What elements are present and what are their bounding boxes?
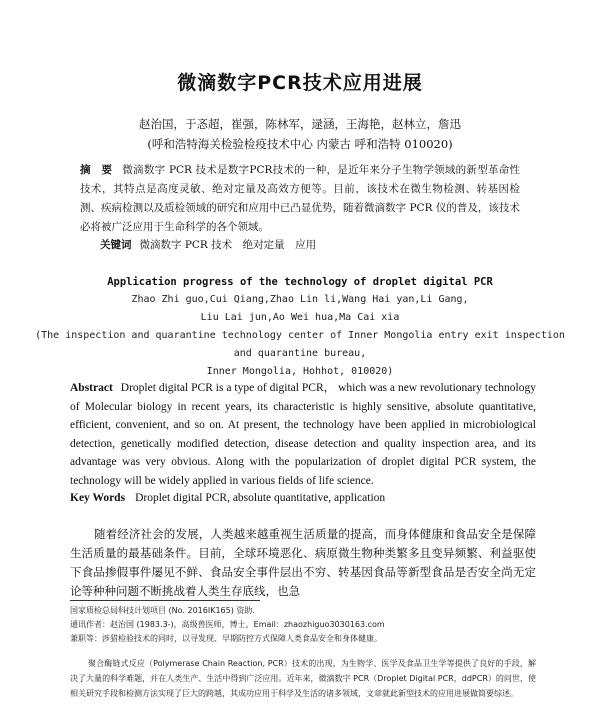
english-title: Application progress of the technology of droplet digital PCR (107, 276, 493, 288)
english-authors-line: Zhao Zhi guo,Cui Qiang,Zhao Lin li,Wang Hai yan,Li Gang, (131, 294, 469, 305)
abstract-english-label: Abstract (70, 382, 113, 394)
keywords-english-label: Key Words (70, 492, 126, 504)
abstract-chinese-text: 微滴数字 PCR 技术是数字PCR技术的一种，是近年来分子生物学领域的新型革命性技术，其特点是高度灵敏、绝对定量及高效方便等。目前，该技术在微生物检测、转基因检测、疾病检测以及质检领域的研究和应用中已凸显优势，随着微滴数字 PCR 仪的普及，该技术必将被广泛应用于生命科学的各个领域。 (80, 164, 520, 233)
english-affiliation-line: and quarantine bureau, (233, 348, 367, 359)
affiliation-chinese: (呼和浩特海关检验检疫技术中心 内蒙古 呼和浩特 010020) (147, 137, 453, 151)
keywords-english (70, 492, 385, 504)
body-paragraph: 随着经济社会的发展，人类越来越重视生活质量的提高，而身体健康和食品安全是保障生活质量的最基础条件。目前，全球环境恶化、病原微生物种类繁多且变异频繁、利益驱使下食品掺假事件屡见不鲜、食品安全事件层出不穷、转基因食品等新型食品是否安全尚无定论等种种问题不断挑战着人类生存底线，也急 (70, 527, 536, 598)
authors-chinese: 赵治国，于忞超，崔强，陈林军，逯涵，王海艳，赵林立，詹迅 (139, 117, 461, 131)
english-affiliation-line: (The inspection and quarantine technology center of Inner Mongolia entry exit inspection (35, 330, 565, 341)
keywords-chinese-text: 微滴数字 PCR 技术 绝对定量 应用 (139, 239, 317, 251)
footnotes (70, 604, 540, 646)
paper-title: 微滴数字PCR技术应用进展 (177, 72, 423, 94)
english-affiliation-line: Inner Mongolia, Hohhot, 010020) (206, 366, 394, 377)
keywords-chinese-label: 关键词 (100, 239, 132, 251)
abstract-english-text: Droplet digital PCR is a type of digital PCR， which was a new revolutionary technology of Molecular biology in recent years, its characteristic is highly sensitive, absolute quantitative, efficient, convenient, and so on. At present, the technology have been applied in microbiological detection, genetically modified detection, disease detection and quality inspection area, and its advantage was very obvious. Along with the popularization of droplet digital PCR system, the technology will be widely applied in various fields of life science. (70, 382, 536, 487)
keywords-chinese (100, 237, 316, 252)
keywords-english-text: Droplet digital PCR, absolute quantitative, application (135, 492, 386, 504)
english-authors-line: Liu Lai jun,Ao Wei hua,Ma Cai xia (200, 312, 400, 323)
footnote-divider (70, 600, 260, 601)
footnote-author: 通讯作者：赵治国 (1983.3-)，高级兽医师，博士，Email：zhaozhiguo3030163.com (70, 620, 385, 629)
abstract-chinese (80, 161, 520, 237)
abstract-chinese-label: 摘 要 (80, 164, 113, 176)
footnote-funding: 国家质检总局科技计划项目 (No. 2016IK165) 资助. (70, 606, 255, 615)
introduction-paragraph: 聚合酶链式反应（Polymerase Chain Reaction, PCR）技术的出现，为生物学、医学及食品卫生学等提供了良好的手段，解决了大量的科学难题，并在人类生产、生活中得到广泛应用。近年来，微滴数字 PCR（Droplet Digital PCR，ddPCR）的问世，使相关研究手段和检测方法实现了巨大的跨越，其成功应用于科学及生活的诸多领域，文章就此新型技术的应用进展做简要综述。 (70, 659, 536, 698)
footnote-note: 兼职等：涉猎检验技术的同时，以寻发现、早期防控方式保障人类食品安全和身体健康。 (70, 634, 382, 643)
abstract-english (70, 379, 536, 490)
